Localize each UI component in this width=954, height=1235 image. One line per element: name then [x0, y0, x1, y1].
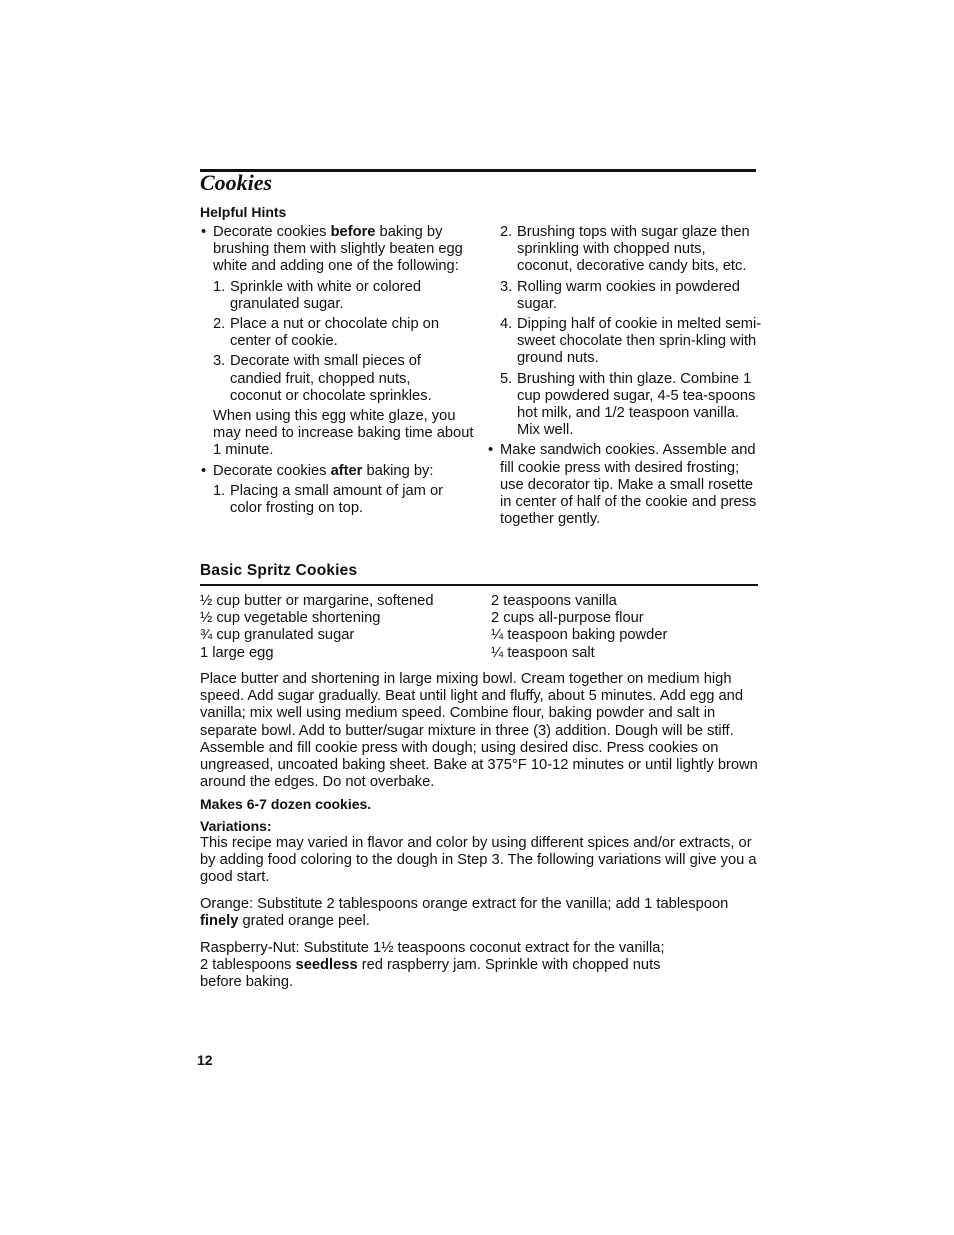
- ingredient: 2 cups all-purpose flour: [491, 610, 644, 627]
- list-item: [487, 371, 762, 440]
- page-title: Cookies: [200, 170, 273, 195]
- title-rule: [200, 169, 756, 172]
- hint-emphasis: after: [330, 462, 363, 479]
- ingredient: ½ cup butter or margarine, softened: [200, 593, 434, 609]
- item-text: Brushing tops with sugar glaze then sprinkling with chopped nuts, coconut, decorative candy bits, etc.: [517, 224, 750, 275]
- egg-glaze-note: When using this egg white glaze, you may need to increase baking time about 1 minute.: [213, 408, 474, 459]
- hints-right-column: [487, 224, 762, 528]
- item-number: 5.: [500, 370, 513, 387]
- variation-line: before baking.: [200, 974, 294, 991]
- yield: Makes 6-7 dozen cookies.: [200, 796, 372, 812]
- list-item: [200, 316, 475, 350]
- recipe-heading: Basic Spritz Cookies: [200, 562, 358, 579]
- ingredient: ½ cup vegetable shortening: [200, 610, 381, 627]
- bullet-glyph: •: [201, 462, 207, 479]
- hint-text: Decorate cookies: [213, 462, 331, 479]
- hint-text: baking by brushing them with slightly beaten egg white and adding one of the following:: [213, 224, 463, 275]
- ingredient: 2 teaspoons vanilla: [491, 593, 617, 609]
- directions: Place butter and shortening in large mixing bowl. Cream together on medium high speed. Add sugar gradually. Beat until light and fluffy, about 5 minutes. Add egg and vanilla; mix well using medium speed. Combine flour, baking powder and salt in separate bowl. Add to butter/sugar mixture in three (3) addition. Dough will be stiff. Assemble and fill cookie press with dough; using desired disc. Press cookies on ungreased, uncoated baking sheet. Bake at 375°F 10-12 minutes or until lightly brown around the edges. Do not overbake.: [200, 671, 758, 791]
- variation-line: Raspberry-Nut: Substitute 1½ teaspoons coconut extract for the vanilla;: [200, 940, 665, 956]
- hint-text: Decorate cookies: [213, 224, 331, 240]
- item-number: 3.: [500, 278, 513, 295]
- recipe-rule: [200, 584, 758, 586]
- hint-text: Make sandwich cookies. Assemble and fill cookie press with desired frosting; use decorator tip. Make a small rosette in center of half of the cookie and press together gently.: [500, 442, 757, 528]
- variation-orange: [200, 896, 760, 930]
- item-number: 1.: [213, 482, 226, 499]
- variation-raspberry: [200, 940, 760, 992]
- variation-text: 2 tablespoons: [200, 957, 296, 974]
- hint-bullet-before: [200, 224, 475, 276]
- list-item: [487, 316, 762, 368]
- list-item: [200, 279, 475, 313]
- item-text: Place a nut or chocolate chip on center of cookie.: [230, 316, 440, 350]
- hint-bullet-sandwich: [487, 442, 762, 528]
- ingredient: ¼ teaspoon baking powder: [491, 627, 668, 644]
- ingredient: ¾ cup granulated sugar: [200, 627, 355, 644]
- item-number: 2.: [500, 224, 513, 240]
- item-text: Sprinkle with white or colored granulated sugar.: [230, 278, 422, 312]
- bullet-glyph: •: [488, 442, 494, 459]
- ingredient: ¼ teaspoon salt: [491, 644, 595, 661]
- item-number: 3.: [213, 353, 226, 370]
- ingredients-left: [200, 593, 485, 662]
- item-text: Placing a small amount of jam or color frosting on top.: [230, 482, 444, 517]
- hints-left-column: [200, 224, 475, 517]
- item-number: 1.: [213, 278, 226, 295]
- bullet-glyph: •: [201, 224, 207, 240]
- item-number: 4.: [500, 316, 513, 333]
- ingredient: 1 large egg: [200, 644, 274, 661]
- hint-bullet-after: [200, 463, 475, 480]
- hint-text: baking by:: [362, 462, 434, 479]
- list-item: [200, 483, 475, 517]
- variation-line: [200, 957, 760, 974]
- list-item: [487, 224, 762, 276]
- variation-text: grated orange peel.: [238, 913, 370, 930]
- hint-emphasis: before: [330, 224, 376, 240]
- ingredients-right: [491, 593, 761, 662]
- list-item: [200, 353, 475, 405]
- variation-text: red raspberry jam. Sprinkle with chopped nuts: [357, 957, 661, 974]
- variation-emphasis: seedless: [295, 957, 358, 974]
- item-number: 2.: [213, 316, 226, 333]
- item-text: Dipping half of cookie in melted semi-sweet chocolate then sprin-kling with ground nuts.: [517, 316, 762, 367]
- variation-text: Orange: Substitute 2 tablespoons orange extract for the vanilla; add 1 tablespoon: [200, 896, 729, 912]
- variations-heading: Variations:: [200, 818, 272, 834]
- variations-intro: This recipe may varied in flavor and color by using different spices and/or extracts, or by adding food coloring to the dough in Step 3. The following variations will give you a good start.: [200, 835, 757, 886]
- list-item: [487, 279, 762, 313]
- item-text: Rolling warm cookies in powdered sugar.: [517, 278, 740, 312]
- variation-emphasis: finely: [200, 913, 239, 930]
- page-number: 12: [197, 1052, 213, 1068]
- item-text: Brushing with thin glaze. Combine 1 cup powdered sugar, 4-5 tea-spoons hot milk, and 1/2 teaspoon vanilla. Mix well.: [517, 370, 756, 439]
- helpful-hints-heading: Helpful Hints: [200, 204, 287, 220]
- item-text: Decorate with small pieces of candied fruit, chopped nuts, coconut or chocolate sprinkles.: [230, 353, 432, 404]
